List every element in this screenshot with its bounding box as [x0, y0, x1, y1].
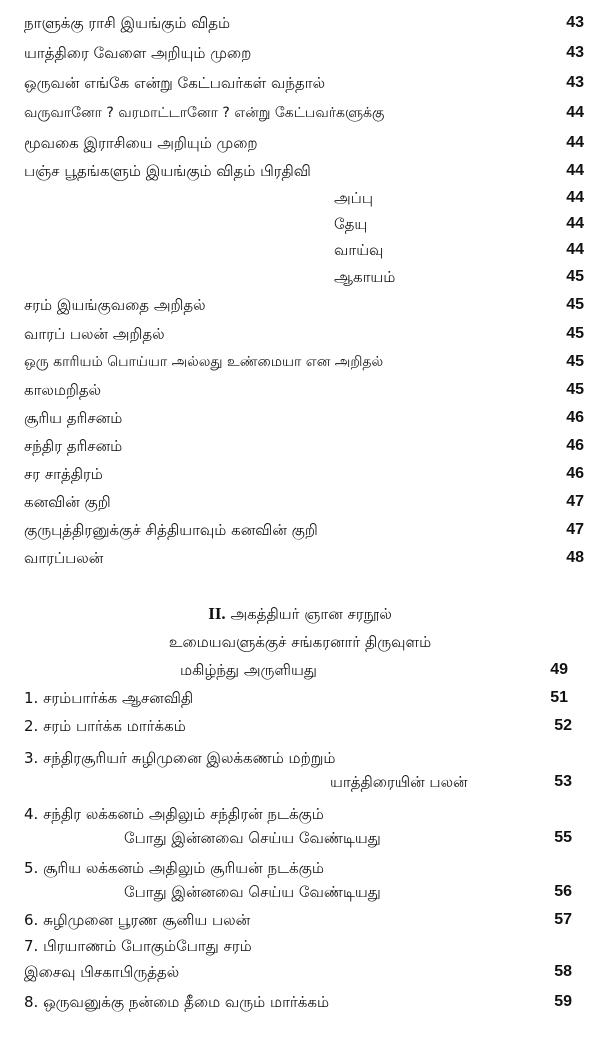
toc-entry-title: ஆகாயம்	[334, 268, 396, 286]
toc-entry	[0, 991, 600, 1021]
toc-entry-title: 1. சரம்பார்க்க ஆசனவிதி	[24, 689, 194, 707]
toc-entry	[0, 715, 600, 745]
toc-entry-title: 6. சுழிமுனை பூரண சூனிய பலன்	[24, 911, 251, 929]
toc-entry-title: தேயு	[334, 215, 368, 233]
toc-entry-continuation	[0, 771, 600, 801]
toc-entry-continuation	[0, 827, 600, 857]
toc-entry-continuation	[0, 881, 600, 911]
toc-entry-page: 45	[566, 353, 584, 370]
toc-entry	[0, 547, 600, 577]
toc-entry	[0, 323, 600, 353]
toc-entry-page: 44	[566, 189, 584, 206]
toc-entry-title: ஒரு காரியம் பொய்யா அல்லது உண்மையா என அறிதல்	[24, 354, 384, 370]
toc-entry	[0, 407, 600, 437]
section-title-page: 49	[550, 661, 568, 678]
toc-entry-title: சந்திர தரிசனம்	[24, 437, 123, 455]
toc-entry-title: கனவின் குறி	[24, 493, 111, 511]
toc-entry-subitem	[0, 239, 600, 269]
toc-entry-title: வாய்வு	[334, 241, 384, 259]
toc-entry-title: வாரப்பலன்	[24, 549, 104, 567]
toc-entry	[0, 12, 600, 42]
toc-entry-page: 58	[554, 963, 572, 980]
toc-entry	[0, 435, 600, 465]
toc-entry	[0, 491, 600, 521]
toc-entry-page: 44	[566, 134, 584, 151]
toc-entry-page: 44	[566, 162, 584, 179]
toc-entry	[0, 72, 600, 102]
toc-entry-title: காலமறிதல்	[24, 381, 102, 399]
toc-entry-page: 48	[566, 549, 584, 566]
section-heading	[0, 603, 600, 625]
toc-entry-title: சர சாத்திரம்	[24, 465, 103, 483]
toc-entry	[0, 132, 600, 162]
toc-entry	[0, 294, 600, 324]
toc-entry-page: 44	[566, 104, 584, 121]
toc-entry-page: 56	[554, 883, 572, 900]
toc-entry-page: 52	[554, 717, 572, 734]
toc-entry-title: யாத்திரை வேளை அறியும் முறை	[24, 44, 252, 62]
toc-entry-page: 47	[566, 493, 584, 510]
toc-entry-page: 46	[566, 465, 584, 482]
toc-entry-continuation	[0, 961, 600, 991]
toc-entry-page: 57	[554, 911, 572, 928]
section-numeral: II.	[208, 604, 226, 623]
toc-entry-title-cont: யாத்திரையின் பலன்	[330, 773, 468, 791]
toc-entry-page: 47	[566, 521, 584, 538]
toc-entry	[0, 351, 600, 381]
toc-entry-title-cont: போது இன்னவை செய்ய வேண்டியது	[124, 883, 381, 901]
toc-entry-page: 44	[566, 241, 584, 258]
toc-entry-title: 7. பிரயாணம் போகும்போது சரம்	[24, 937, 252, 955]
toc-entry-title: பஞ்ச பூதங்களும் இயங்கும் விதம் பிரதிவி	[24, 162, 311, 180]
toc-entry-title-cont: இசைவு பிசகாபிருத்தல்	[24, 963, 180, 981]
toc-entry-title: குருபுத்திரனுக்குச் சித்தியாவும் கனவின் குறி	[24, 521, 318, 539]
toc-entry-title: அப்பு	[334, 189, 373, 207]
toc-entry-title: மூவகை இராசியை அறியும் முறை	[24, 134, 258, 152]
toc-entry-title: 4. சந்திர லக்கனம் அதிலும் சந்திரன் நடக்கும்	[24, 805, 324, 823]
toc-entry-page: 51	[550, 689, 568, 706]
toc-entry-title: நாளுக்கு ராசி இயங்கும் விதம்	[24, 14, 231, 32]
toc-entry-page: 44	[566, 215, 584, 232]
toc-entry-title: ஒருவன் எங்கே என்று கேட்பவர்கள் வந்தால்	[24, 74, 326, 92]
toc-entry-page: 59	[554, 993, 572, 1010]
toc-entry	[0, 463, 600, 493]
toc-entry	[0, 687, 600, 717]
toc-entry-page: 45	[566, 268, 584, 285]
toc-entry-page: 43	[566, 44, 584, 61]
toc-entry	[0, 42, 600, 72]
section-title-line2: உமையவளுக்குச் சங்கரனார் திருவுளம்	[168, 633, 432, 651]
toc-entry	[0, 519, 600, 549]
toc-entry	[0, 160, 600, 190]
section-title-row	[0, 659, 600, 689]
toc-entry-page: 43	[566, 74, 584, 91]
toc-entry-page: 46	[566, 409, 584, 426]
toc-entry	[0, 379, 600, 409]
toc-entry-title: சூரிய தரிசனம்	[24, 409, 123, 427]
toc-entry-page: 45	[566, 381, 584, 398]
toc-entry-page: 45	[566, 325, 584, 342]
section-title-line3: மகிழ்ந்து அருளியது	[180, 661, 317, 679]
toc-entry-title: வாரப் பலன் அறிதல்	[24, 325, 165, 343]
toc-entry-title: வருவானோ ? வரமாட்டானோ ? என்று கேட்பவர்களுக்கு	[24, 105, 385, 121]
toc-entry-title: 8. ஒருவனுக்கு நன்மை தீமை வரும் மார்க்கம்	[24, 993, 330, 1011]
toc-entry-page: 45	[566, 296, 584, 313]
toc-entry-title: 5. சூரிய லக்கனம் அதிலும் சூரியன் நடக்கும்	[24, 859, 324, 877]
toc-entry-page: 46	[566, 437, 584, 454]
toc-entry-page: 55	[554, 829, 572, 846]
toc-entry	[0, 102, 600, 132]
toc-entry-title: 3. சந்திரசூரியர் சுழிமுனை இலக்கணம் மற்றும்	[24, 749, 336, 767]
toc-entry-page: 53	[554, 773, 572, 790]
toc-entry-page: 43	[566, 14, 584, 31]
section-title-line1: அகத்தியர் ஞான சரநூல்	[230, 605, 392, 623]
toc-entry-title-cont: போது இன்னவை செய்ய வேண்டியது	[124, 829, 381, 847]
toc-entry-title: 2. சரம் பார்க்க மார்க்கம்	[24, 717, 186, 735]
toc-entry-subitem	[0, 266, 600, 296]
toc-entry-title: சரம் இயங்குவதை அறிதல்	[24, 296, 206, 314]
